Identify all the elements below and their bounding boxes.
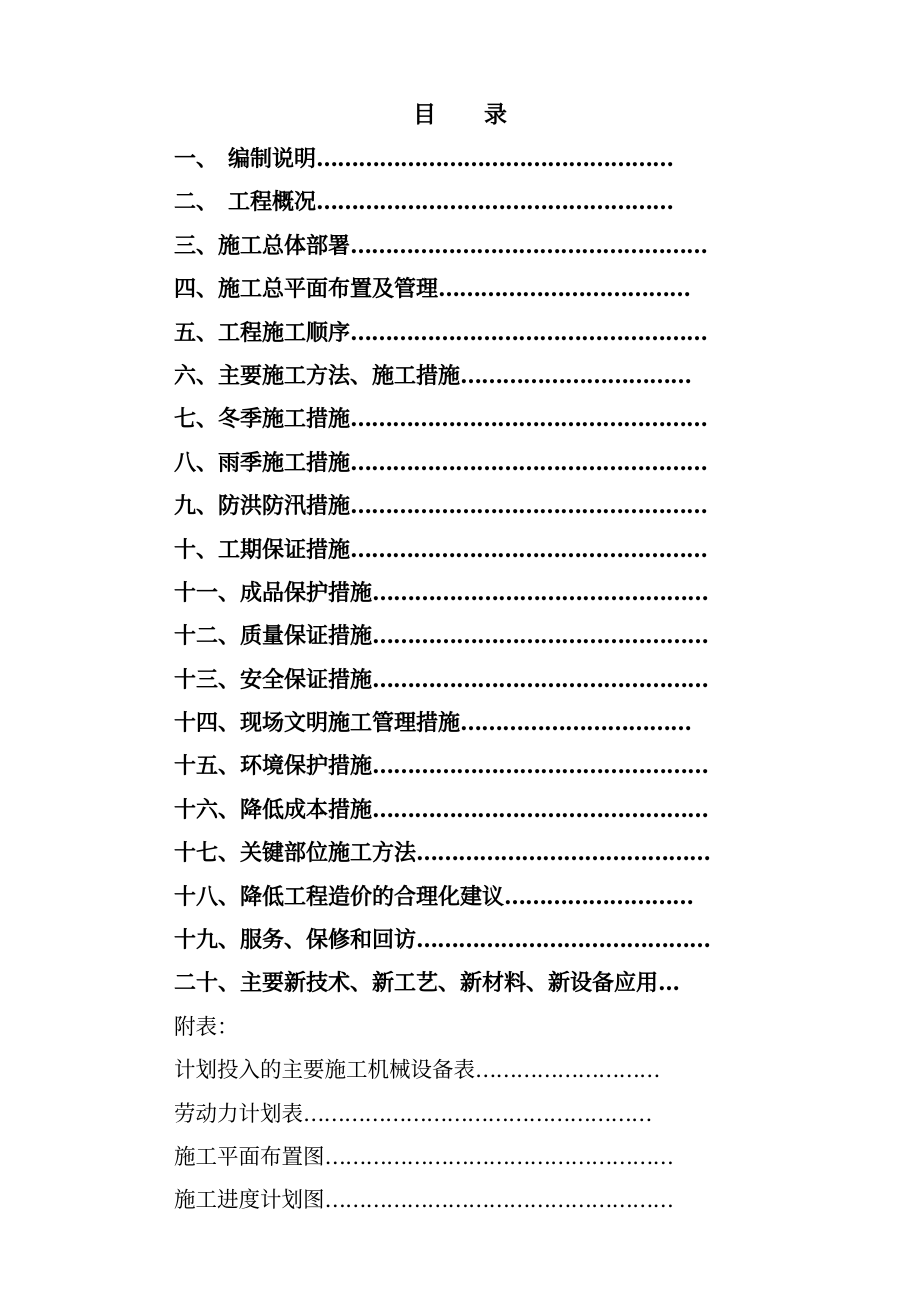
toc-entry-title: 环境保护措施 <box>240 753 373 780</box>
toc-entry[interactable] <box>174 225 750 268</box>
toc-entry-number: 十四、 <box>174 710 241 737</box>
toc-entry-dot-leader: …………………………………………… <box>350 493 708 520</box>
toc-entry-title: 现场文明施工管理措施 <box>240 710 461 737</box>
toc-entry-dot-leader: …………………………………………… <box>316 146 674 172</box>
toc-entry-number: 十二、 <box>174 623 241 650</box>
toc-entry[interactable] <box>174 789 750 832</box>
toc-entry-dot-leader: …………………………………………… <box>324 1188 674 1214</box>
toc-title-char-1: 目 <box>413 101 436 128</box>
toc-entry-title: 计划投入的主要施工机械设备表 <box>174 1058 476 1084</box>
toc-entry[interactable] <box>174 1136 750 1179</box>
toc-entry-title: 安全保证措施 <box>240 666 373 693</box>
toc-entry-number: 四、 <box>174 276 219 303</box>
toc-entry-dot-leader: …………………………………………… <box>350 232 708 259</box>
toc-entry-title: 质量保证措施 <box>240 623 373 650</box>
toc-entry-number: 十三、 <box>174 666 241 693</box>
toc-entry-title: 施工总体部署 <box>218 232 351 259</box>
toc-entry[interactable] <box>174 1093 750 1136</box>
toc-entry-dot-leader: ………………………………………… <box>372 666 709 693</box>
toc-entry-dot-leader: …………………………………………… <box>324 1144 674 1170</box>
toc-entry-dot-leader: …………………………… <box>460 710 692 737</box>
toc-entry-dot-leader: …………………………………………… <box>350 449 708 476</box>
toc-entry[interactable] <box>174 1049 750 1092</box>
toc-entry-title: 工期保证措施 <box>218 536 351 563</box>
toc-entry-number: 九、 <box>174 493 219 520</box>
toc-entry[interactable] <box>174 702 750 745</box>
toc-entry-title: 施工平面布置图 <box>174 1144 325 1170</box>
toc-entry-number: 十五、 <box>174 753 241 780</box>
toc-entry[interactable] <box>174 138 750 181</box>
toc-entry-dot-leader: …………………………………………… <box>350 406 708 433</box>
toc-title-char-2: 录 <box>484 101 507 128</box>
toc-entry-title: 冬季施工措施 <box>218 406 351 433</box>
toc-entry-number: 三、 <box>174 232 219 259</box>
toc-entry-dot-leader: …………………………………………… <box>350 319 708 346</box>
toc-entry-dot-leader: …………………………………… <box>416 927 711 954</box>
table-of-contents <box>174 138 750 1223</box>
toc-entry[interactable] <box>174 398 750 441</box>
toc-entry-dot-leader: ……………………… <box>475 1058 660 1084</box>
toc-entry-dot-leader: …………………………………………… <box>350 536 708 563</box>
toc-entry-title: 服务、保修和回访 <box>240 927 417 954</box>
toc-entry-number: 十、 <box>174 536 219 563</box>
toc-entry-number: 六、 <box>174 362 219 389</box>
toc-entry[interactable] <box>174 919 750 962</box>
toc-entry-dot-leader: ………………………………………… <box>372 796 709 823</box>
toc-entry-dot-leader: …………………………………………… <box>303 1101 652 1127</box>
toc-entry-number: 十一、 <box>174 579 241 606</box>
toc-entry-number: 二、 <box>174 189 219 216</box>
toc-entry[interactable] <box>174 962 750 1005</box>
toc-entry-number: 十九、 <box>174 927 241 954</box>
toc-entry-number: 一、 <box>174 146 219 172</box>
toc-entry-dot-leader: … <box>658 970 680 997</box>
toc-entry[interactable] <box>174 181 750 224</box>
toc-entry[interactable] <box>174 572 750 615</box>
toc-entry-title: 防洪防汛措施 <box>218 493 351 520</box>
toc-entry-title: 施工进度计划图 <box>174 1188 325 1214</box>
toc-entry[interactable] <box>174 876 750 919</box>
toc-entry[interactable] <box>174 659 750 702</box>
toc-entry-number: 十六、 <box>174 796 241 823</box>
toc-entry-dot-leader: ………………………………………… <box>372 753 709 780</box>
toc-entry[interactable] <box>174 355 750 398</box>
toc-entry-title: 降低成本措施 <box>240 796 373 823</box>
toc-entry-title: 编制说明 <box>228 146 317 172</box>
toc-entry[interactable] <box>174 442 750 485</box>
toc-entry-title: 主要新技术、新工艺、新材料、新设备应用 <box>240 970 659 997</box>
toc-entry-title: 工程施工顺序 <box>218 319 351 346</box>
toc-entry[interactable] <box>174 312 750 355</box>
toc-entry-dot-leader: …………………………………………… <box>316 189 674 216</box>
toc-entry-number: 十七、 <box>174 840 241 867</box>
toc-entry[interactable] <box>174 1006 750 1049</box>
toc-entry-title: 劳动力计划表 <box>174 1101 304 1127</box>
toc-entry-title: 成品保护措施 <box>240 579 373 606</box>
toc-title <box>0 96 920 129</box>
toc-entry-title: 关键部位施工方法 <box>240 840 417 867</box>
toc-entry-title: 附表： <box>174 1014 239 1040</box>
toc-entry-dot-leader: ……………………… <box>504 883 694 910</box>
toc-entry[interactable] <box>174 832 750 875</box>
toc-entry[interactable] <box>174 529 750 572</box>
toc-entry-dot-leader: …………………………………… <box>416 840 711 867</box>
toc-entry[interactable] <box>174 268 750 311</box>
toc-entry[interactable] <box>174 485 750 528</box>
toc-entry-title: 降低工程造价的合理化建议 <box>240 883 505 910</box>
toc-entry-number: 五、 <box>174 319 219 346</box>
toc-entry-title: 工程概况 <box>228 189 317 216</box>
toc-entry-dot-leader: ……………………………… <box>438 276 691 303</box>
toc-entry[interactable] <box>174 745 750 788</box>
toc-entry[interactable] <box>174 1179 750 1222</box>
toc-entry-number: 二十、 <box>174 970 241 997</box>
toc-entry-number: 七、 <box>174 406 219 433</box>
toc-entry-title: 主要施工方法、施工措施 <box>218 362 461 389</box>
toc-entry-title: 雨季施工措施 <box>218 449 351 476</box>
toc-entry[interactable] <box>174 615 750 658</box>
toc-entry-dot-leader: ………………………………………… <box>372 579 709 606</box>
toc-entry-title: 施工总平面布置及管理 <box>218 276 439 303</box>
toc-entry-dot-leader: ………………………………………… <box>372 623 709 650</box>
toc-entry-number: 十八、 <box>174 883 241 910</box>
toc-entry-dot-leader: …………………………… <box>460 362 692 389</box>
toc-entry-number: 八、 <box>174 449 219 476</box>
